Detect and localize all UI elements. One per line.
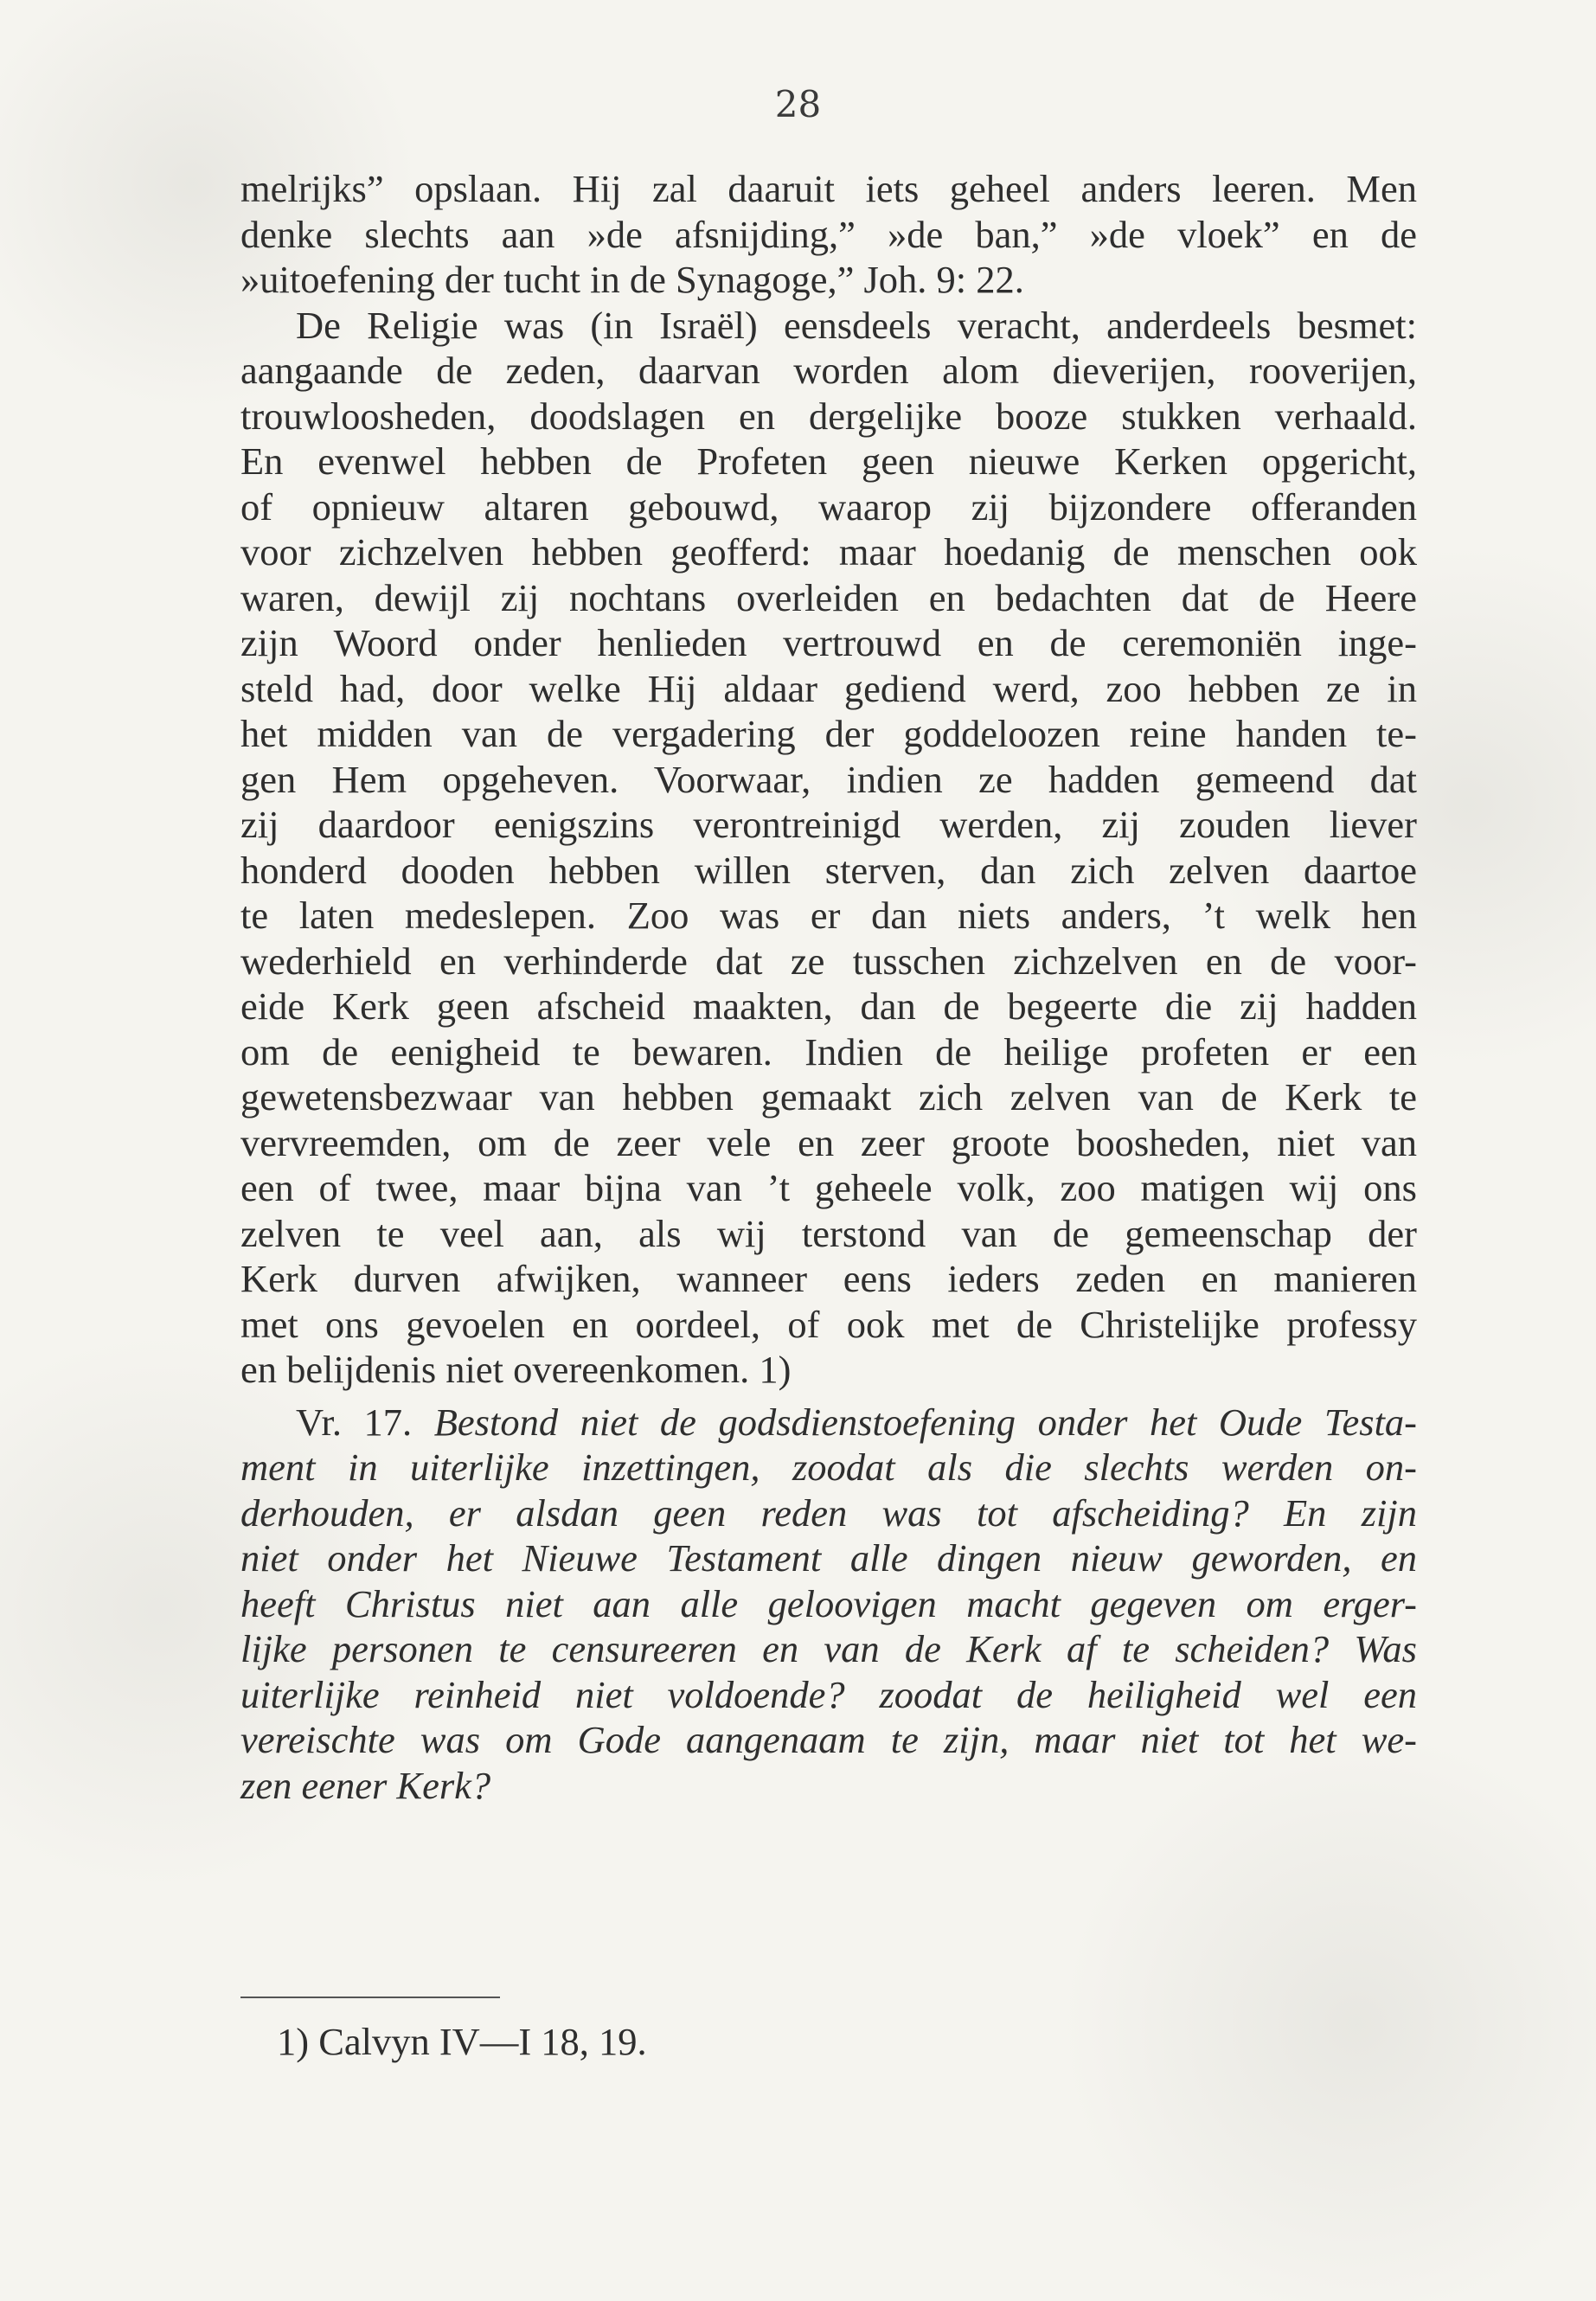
text-line: trouwloosheden, doodslagen en dergelijke booze stukken verhaald. xyxy=(240,394,1417,438)
footnote: 1) Calvyn IV—I 18, 19. xyxy=(277,2020,647,2063)
question-line: vereischte was om Gode aangenaam te zijn, maar niet tot het we- xyxy=(240,1718,1417,1761)
text-line: een of twee, maar bijna van ’t geheele volk, zoo matigen wij ons xyxy=(240,1166,1417,1209)
text-line: denke slechts aan »de afsnijding,” »de ban,” »de vloek” en de xyxy=(240,212,1417,256)
text-line: en belijdenis niet overeenkomen. 1) xyxy=(240,1348,792,1391)
text-line: voor zichzelven hebben geofferd: maar hoedanig de menschen ook xyxy=(240,530,1417,574)
text-line: te laten medeslepen. Zoo was er dan niets anders, ’t welk hen xyxy=(240,894,1417,937)
text-line: melrijks” opslaan. Hij zal daaruit iets geheel anders leeren. Men xyxy=(240,167,1417,210)
text-line: eide Kerk geen afscheid maakten, dan de begeerte die zij hadden xyxy=(240,984,1417,1028)
text-line: met ons gevoelen en oordeel, of ook met de Christelijke professy xyxy=(240,1302,1417,1346)
text-line: »uitoefening der tucht in de Synagoge,” Joh. 9: 22. xyxy=(240,258,1024,301)
text-line: of opnieuw altaren gebouwd, waarop zij bijzondere offeranden xyxy=(240,484,1417,529)
text-line: zijn Woord onder henlieden vertrouwd en de ceremoniën inge- xyxy=(240,621,1417,664)
question-line: heeft Christus niet aan alle geloovigen macht gegeven om erger- xyxy=(240,1581,1417,1625)
footnote-divider xyxy=(240,1997,500,1998)
text-line: het midden van de vergadering der goddeloozen reine handen te- xyxy=(240,712,1417,755)
paragraph-gap xyxy=(240,1393,1417,1400)
text-line: wederhield en verhinderde dat ze tusschen zichzelven en de voor- xyxy=(240,939,1417,983)
question-line: zen eener Kerk? xyxy=(240,1763,491,1807)
question-line: ment in uiterlijke inzettingen, zoodat als die slechts werden on- xyxy=(240,1445,1417,1489)
text-line: vervreemden, om de zeer vele en zeer groote boosheden, niet van xyxy=(240,1120,1417,1164)
page-number: 28 xyxy=(774,83,822,125)
question-line: uiterlijke reinheid niet voldoende? zoodat de heiligheid wel een xyxy=(240,1672,1417,1716)
question-line: lijke personen te censureeren en van de Kerk af te scheiden? Was xyxy=(240,1627,1417,1670)
body-text xyxy=(240,166,1417,1808)
text-line: honderd dooden hebben willen sterven, dan zich zelven daartoe xyxy=(240,848,1417,892)
text-line: Kerk durven afwijken, wanneer eens ieders zeden en manieren xyxy=(240,1257,1417,1300)
question-line: niet onder het Nieuwe Testament alle dingen nieuw geworden, en xyxy=(240,1536,1417,1580)
text-line: aangaande de zeden, daarvan worden alom dieverijen, rooverijen, xyxy=(240,349,1417,392)
question-first-line xyxy=(240,1400,1417,1445)
text-line: zelven te veel aan, als wij terstond van de gemeenschap der xyxy=(240,1211,1417,1255)
text-line: steld had, door welke Hij aldaar gediend werd, zoo hebben ze in xyxy=(240,666,1417,710)
question-text: Bestond niet de godsdienstoefening onder het Oude Testa- xyxy=(433,1400,1418,1444)
text-line: zij daardoor eenigszins verontreinigd werden, zij zouden liever xyxy=(240,803,1417,846)
text-line: om de eenigheid te bewaren. Indien de heilige profeten er een xyxy=(240,1029,1417,1074)
text-line: waren, dewijl zij nochtans overleiden en bedachten dat de Heere xyxy=(240,575,1417,619)
text-line: gewetensbezwaar van hebben gemaakt zich zelven van de Kerk te xyxy=(240,1075,1417,1118)
question-label: Vr. 17. xyxy=(296,1400,413,1444)
text-line: En evenwel hebben de Profeten geen nieuwe Kerken opgericht, xyxy=(240,439,1417,483)
question-line: derhouden, er alsdan geen reden was tot afscheiding? En zijn xyxy=(240,1490,1417,1535)
text-line: De Religie was (in Israël) eensdeels veracht, anderdeels besmet: xyxy=(296,303,1417,347)
text-line: gen Hem opgeheven. Voorwaar, indien ze hadden gemeend dat xyxy=(240,757,1417,801)
